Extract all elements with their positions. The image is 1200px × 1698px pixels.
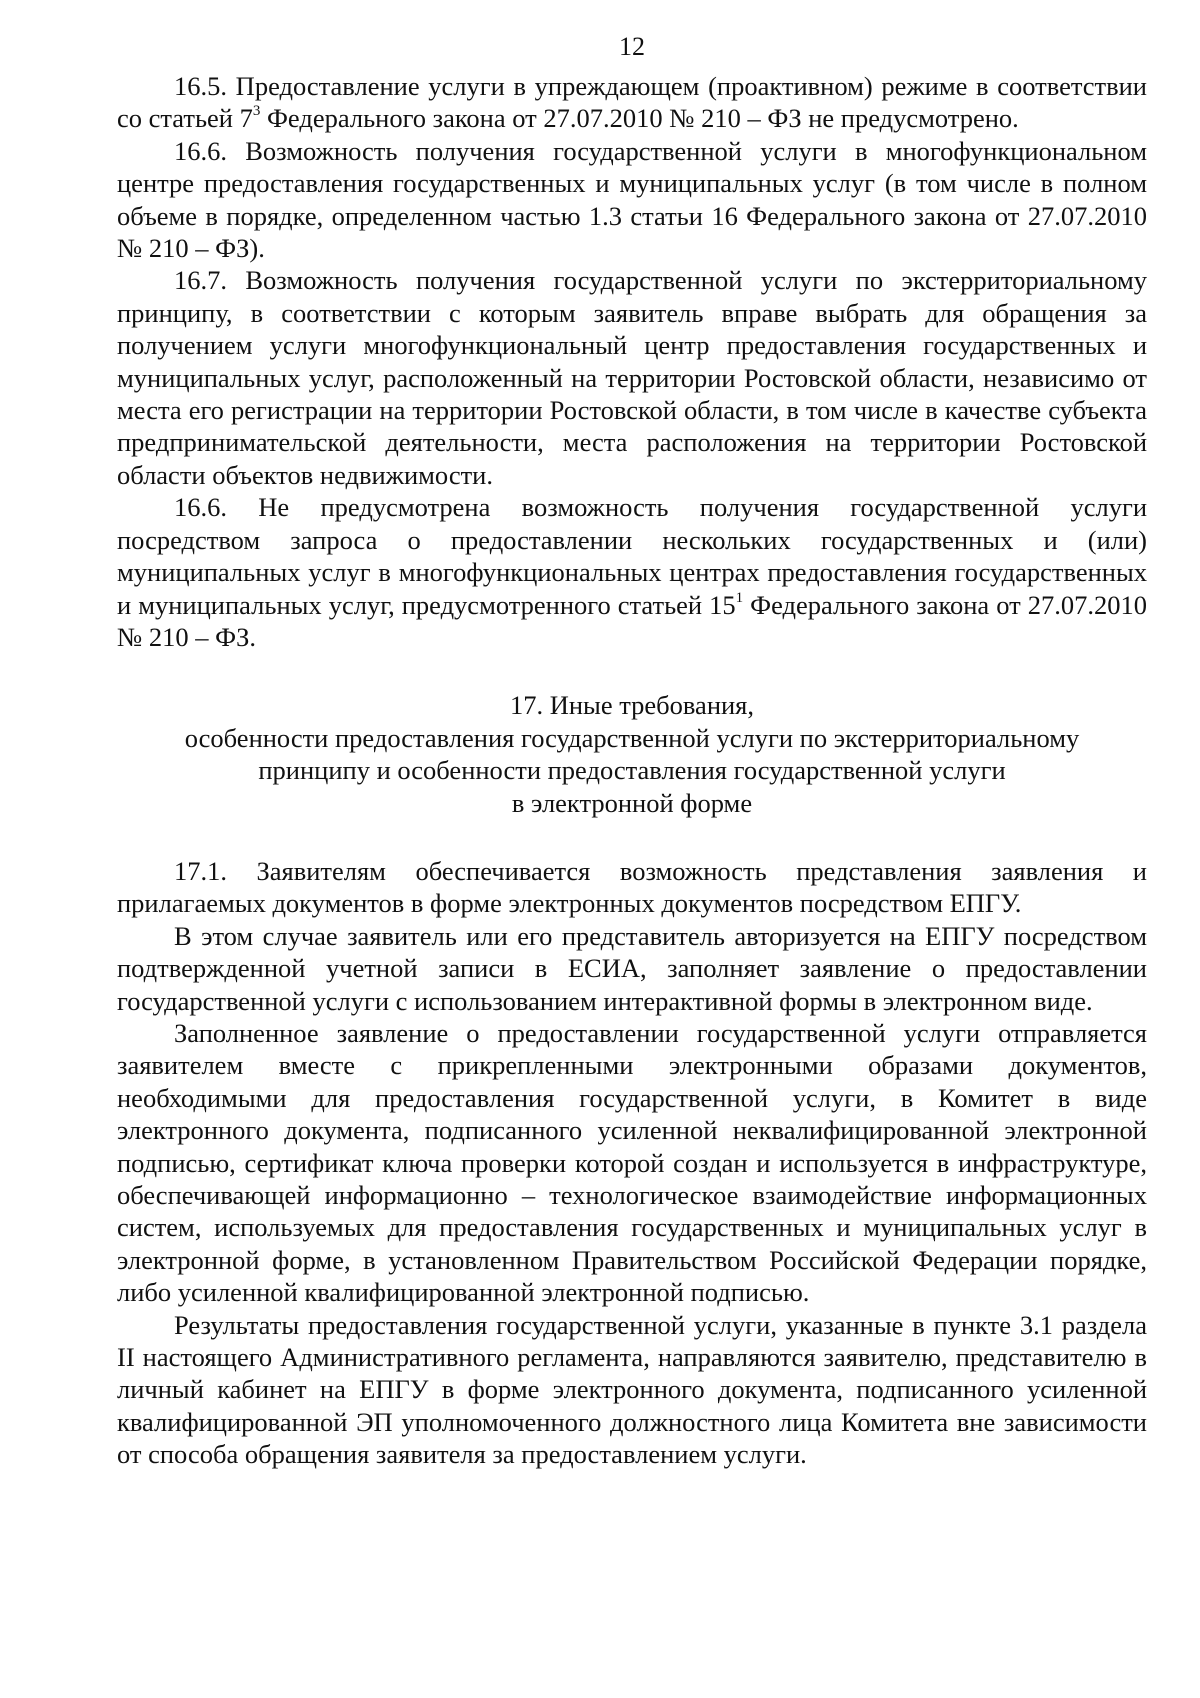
paragraph-16-6-second — [117, 491, 1147, 653]
paragraph-submission: Заполненное заявление о предоставлении государственной услуги отправляется заявителем вместе с прикрепленными электронными образами документов, необходимыми для предоставления государственной услуги, в Комитет в виде электронного документа, подписанного усиленной неквалифицированной электронной подписью, сертификат ключа проверки которой создан и используется в инфраструктуре, обеспечивающей информационно – технологическое взаимодействие информационных систем, используемых для предоставления государственных и муниципальных услуг в электронной форме, в установленном Правительством Российской Федерации порядке, либо усиленной квалифицированной электронной подписью. — [117, 1017, 1147, 1308]
paragraph-text: Федерального закона от 27.07.2010 № 210 – ФЗ. — [117, 589, 1147, 652]
page-number: 12 — [619, 32, 645, 61]
paragraph-17-1: 17.1. Заявителям обеспечивается возможность представления заявления и прилагаемых документов в форме электронных документов посредством ЕПГУ. — [117, 855, 1147, 919]
paragraph-text: 16.6. Возможность получения государственной услуги в многофункциональном центре предоставления государственных и муниципальных услуг (в том числе в полном объеме в порядке, определенном частью 1.3 статьи 16 Федерального закона от 27.07.2010 № 210 – ФЗ). — [117, 135, 1147, 264]
paragraph-16-7 — [117, 264, 1147, 491]
superscript: 3 — [252, 103, 261, 120]
paragraph-authorization: В этом случае заявитель или его представитель авторизуется на ЕПГУ посредством подтвержденной учетной записи в ЕСИА, заполняет заявление о предоставлении государственной услуги с использованием интерактивной формы в электронном виде. — [117, 920, 1147, 1016]
paragraph-results: Результаты предоставления государственной услуги, указанные в пункте 3.1 раздела II настоящего Административного регламента, направляются заявителю, представителю в личный кабинет на ЕПГУ в форме электронного документа, подписанного усиленной квалифицированной ЭП уполномоченного должностного лица Комитета вне зависимости от способа обращения заявителя за предоставлением услуги. — [117, 1309, 1147, 1470]
section-heading — [117, 689, 1147, 819]
paragraph-16-5 — [117, 70, 1147, 135]
paragraph-text: Федерального закона от 27.07.2010 № 210 – ФЗ не предусмотрено. — [260, 103, 1019, 134]
paragraph-text: 16.7. Возможность получения государственной услуги по экстерриториальному принципу, в соответствии с которым заявитель вправе выбрать для обращения за получением услуги многофункциональный центр предоставления государственных и муниципальных услуг, расположенный на территории Ростовской области, независимо от места его регистрации на территории Ростовской области, в том числе в качестве субъекта предпринимательской деятельности, места расположения на территории Ростовской области объектов недвижимости. — [117, 265, 1147, 490]
heading-line: особенности предоставления государственной услуги по экстерриториальному — [184, 722, 1080, 753]
heading-line: 17. Иные требования, — [509, 690, 754, 721]
heading-line: принципу и особенности предоставления государственной услуги — [258, 755, 1006, 786]
superscript: 1 — [735, 589, 744, 606]
paragraph-16-6 — [117, 135, 1147, 265]
paragraph-text: 16.5. Предоставление услуги в упреждающем (проактивном) режиме в соответствии со статьей 7 — [117, 71, 1147, 134]
paragraph-text: 16.6. Не предусмотрена возможность получения государственной услуги посредством запроса о предоставлении нескольких государственных и (или) муниципальных услуг в многофункциональных центрах предоставления государственных и муниципальных услуг, предусмотренного статьей 15 — [117, 492, 1147, 620]
heading-line: в электронной форме — [511, 787, 753, 818]
document-page — [117, 0, 1147, 1471]
